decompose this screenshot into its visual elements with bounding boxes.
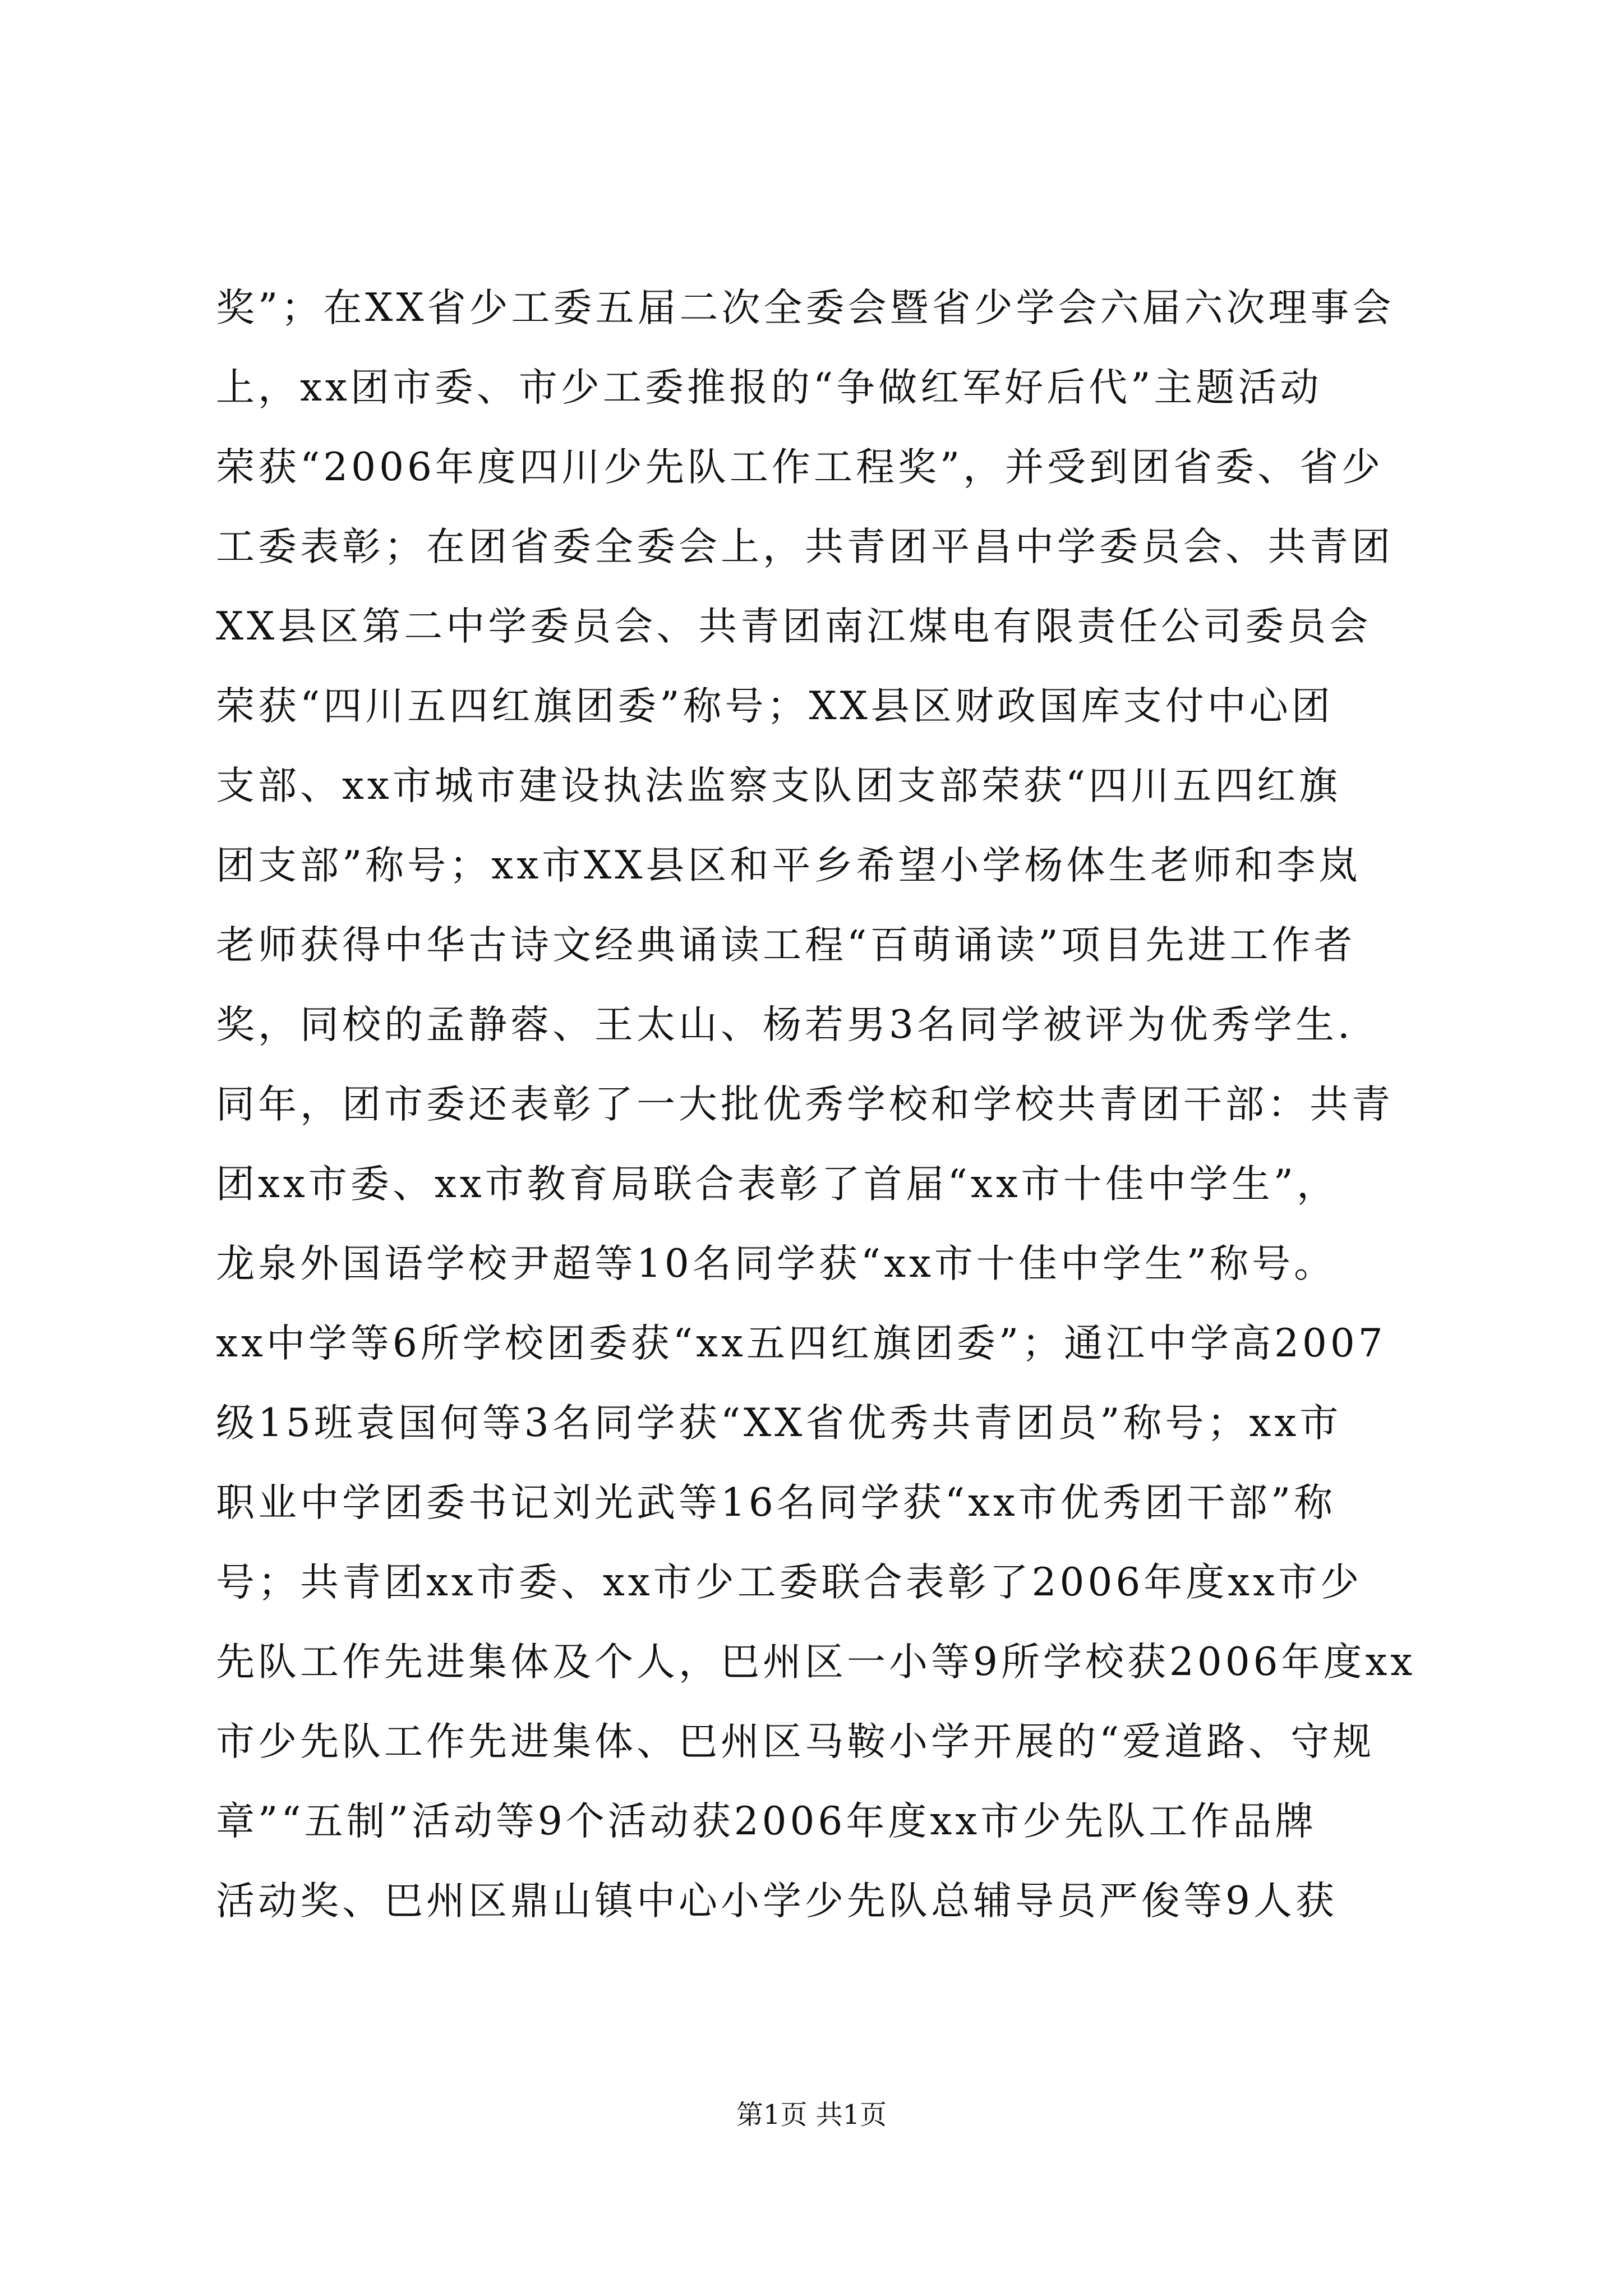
page-footer [0,2098,1623,2132]
text-line: 龙泉外国语学校尹超等10名同学获“xx市十佳中学生”称号。 [216,1241,1336,1286]
text-line: 先队工作先进集体及个人，巴州区一小等9所学校获2006年度xx [216,1640,1416,1685]
text-line: 荣获“2006年度四川少先队工作工程奖”，并受到团省委、省少 [216,445,1384,490]
text-line: 职业中学团委书记刘光武等16名同学获“xx市优秀团干部”称 [216,1480,1336,1525]
text-line: 奖，同校的孟静蓉、王太山、杨若男3名同学被评为优秀学生. [216,1002,1353,1047]
text-line: 团支部”称号；xx市XX县区和平乡希望小学杨体生老师和李岚 [216,843,1361,888]
text-line: 活动奖、巴州区鼎山镇中心小学少先队总辅导员严俊等9人获 [216,1879,1338,1924]
text-line: 荣获“四川五四红旗团委”称号；XX县区财政国库支付中心团 [216,684,1334,729]
text-line: 号；共青团xx市委、xx市少工委联合表彰了2006年度xx市少 [216,1560,1363,1605]
text-line: 团xx市委、xx市教育局联合表彰了首届“xx市十佳中学生”， [216,1162,1339,1207]
text-line: 老师获得中华古诗文经典诵读工程“百萌诵读”项目先进工作者 [216,923,1356,968]
text-line: xx中学等6所学校团委获“xx五四红旗团委”；通江中学高2007 [216,1321,1386,1366]
text-line: 同年，团市委还表彰了一大批优秀学校和学校共青团干部：共青 [216,1082,1394,1127]
text-line: 支部、xx市城市建设执法监察支队团支部荣获“四川五四红旗 [216,763,1341,808]
text-line: XX县区第二中学委员会、共青团南江煤电有限责任公司委员会 [216,604,1372,649]
text-line: 奖”；在XX省少工委五届二次全委会暨省少学会六届六次理事会 [216,286,1395,330]
page-number: 第1页 共1页 [736,2099,887,2131]
text-line: 工委表彰；在团省委全委会上，共青团平昌中学委员会、共青团 [216,524,1394,569]
text-line: 章”“五制”活动等9个活动获2006年度xx市少先队工作品牌 [216,1799,1317,1844]
text-line: 上，xx团市委、市少工委推报的“争做红军好后代”主题活动 [216,365,1322,410]
body-text [216,268,1416,1941]
text-line: 市少先队工作先进集体、巴州区马鞍小学开展的“爱道路、守规 [216,1719,1375,1764]
text-line: 级15班袁国何等3名同学获“XX省优秀共青团员”称号；xx市 [216,1401,1342,1446]
